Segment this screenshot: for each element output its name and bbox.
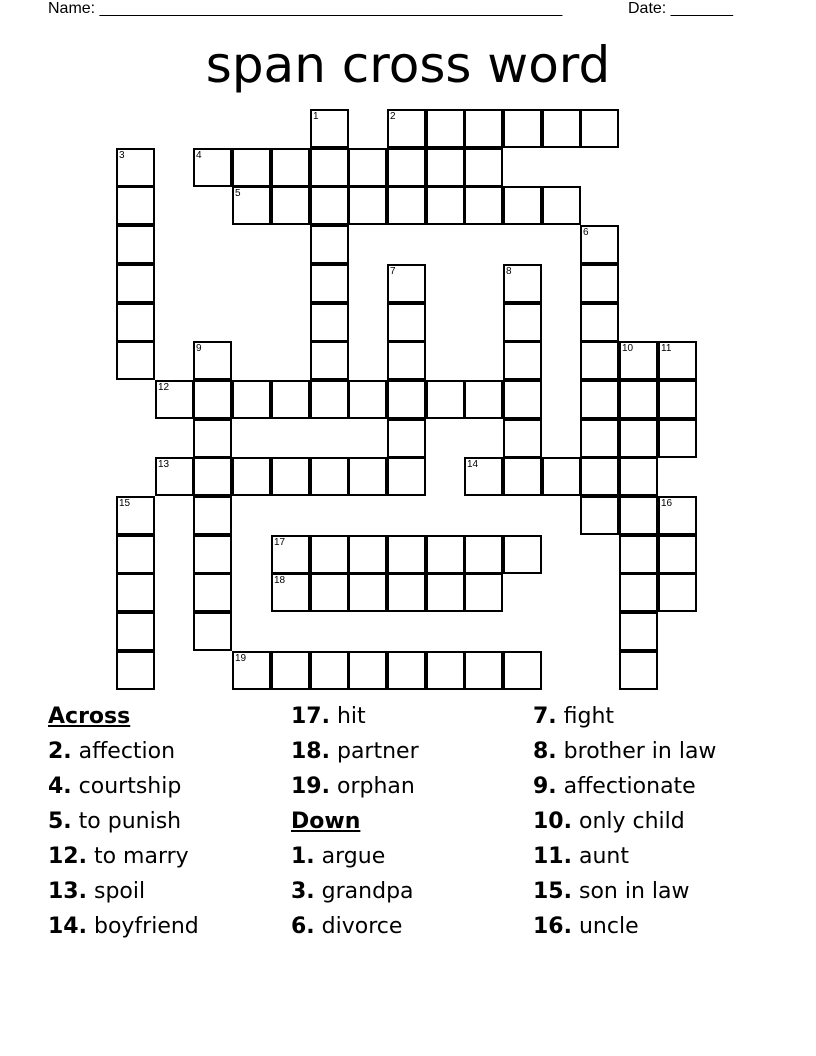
grid-cell[interactable] (310, 148, 349, 187)
grid-cell[interactable] (426, 186, 465, 225)
grid-cell[interactable] (464, 148, 503, 187)
clue-item-text: affectionate (556, 774, 696, 799)
grid-cell[interactable] (310, 303, 349, 342)
name-blank: ____________________________________________________ (99, 0, 563, 17)
clue-item-number: 3. (291, 879, 315, 904)
grid-cell[interactable] (542, 186, 581, 225)
grid-cell[interactable] (348, 380, 387, 419)
grid-cell[interactable] (116, 573, 155, 612)
grid-cell[interactable] (310, 380, 349, 419)
grid-cell[interactable] (193, 496, 232, 535)
clue-item-number: 18. (291, 739, 330, 764)
clue-item-text: divorce (314, 914, 403, 939)
clue-item (533, 842, 716, 877)
grid-cell[interactable] (387, 303, 426, 342)
grid-cell[interactable] (232, 457, 271, 496)
grid-cell[interactable] (116, 186, 155, 225)
grid-cell[interactable] (503, 651, 542, 690)
clue-item-number: 5. (48, 809, 72, 834)
grid-cell[interactable] (348, 535, 387, 574)
grid-cell[interactable] (503, 341, 542, 380)
grid-cell[interactable] (116, 303, 155, 342)
clue-number: 11 (661, 343, 672, 354)
grid-cell[interactable] (580, 225, 619, 264)
grid-cell[interactable] (580, 264, 619, 303)
clue-number: 16 (661, 498, 673, 509)
grid-cell[interactable] (271, 186, 310, 225)
grid-cell[interactable] (271, 535, 310, 574)
grid-cell[interactable] (387, 148, 426, 187)
grid-cell[interactable] (193, 380, 232, 419)
grid-cell[interactable] (503, 264, 542, 303)
clue-item-number: 8. (533, 739, 557, 764)
grid-cell[interactable] (580, 380, 619, 419)
grid-cell[interactable] (348, 651, 387, 690)
clue-item (533, 737, 716, 772)
grid-cell[interactable] (619, 341, 658, 380)
grid-cell[interactable] (387, 380, 426, 419)
clue-item-number: 1. (291, 844, 315, 869)
grid-cell[interactable] (503, 109, 542, 148)
grid-cell[interactable] (116, 535, 155, 574)
grid-cell[interactable] (193, 573, 232, 612)
grid-cell[interactable] (580, 303, 619, 342)
grid-cell[interactable] (426, 109, 465, 148)
grid-cell[interactable] (310, 457, 349, 496)
clue-item-number: 13. (48, 879, 87, 904)
grid-cell[interactable] (580, 457, 619, 496)
clue-number: 14 (467, 459, 479, 470)
clue-item-text: hit (329, 704, 366, 729)
clue-item-text: son in law (571, 879, 690, 904)
grid-cell[interactable] (348, 148, 387, 187)
grid-cell[interactable] (503, 186, 542, 225)
grid-cell[interactable] (426, 573, 465, 612)
grid-cell[interactable] (426, 380, 465, 419)
clue-item-number: 19. (291, 774, 330, 799)
grid-cell[interactable] (155, 457, 194, 496)
grid-cell[interactable] (619, 457, 658, 496)
clue-column-3 (533, 702, 716, 947)
grid-cell[interactable] (426, 651, 465, 690)
grid-cell[interactable] (116, 651, 155, 690)
grid-cell[interactable] (116, 225, 155, 264)
clue-number: 6 (583, 227, 589, 238)
clue-item-number: 14. (48, 914, 87, 939)
clue-number: 3 (119, 150, 125, 161)
clue-item (291, 737, 419, 772)
grid-cell[interactable] (116, 148, 155, 187)
grid-cell[interactable] (503, 380, 542, 419)
grid-cell[interactable] (658, 535, 697, 574)
clue-item-number: 2. (48, 739, 72, 764)
clue-item (291, 702, 419, 737)
grid-cell[interactable] (619, 651, 658, 690)
grid-cell[interactable] (580, 341, 619, 380)
grid-cell[interactable] (193, 612, 232, 651)
grid-cell[interactable] (232, 148, 271, 187)
grid-cell[interactable] (658, 496, 697, 535)
clue-item-text: boyfriend (86, 914, 199, 939)
grid-cell[interactable] (503, 303, 542, 342)
grid-cell[interactable] (658, 380, 697, 419)
clue-number: 12 (158, 382, 170, 393)
grid-cell[interactable] (348, 186, 387, 225)
grid-cell[interactable] (271, 380, 310, 419)
clue-number: 4 (196, 150, 202, 161)
grid-cell[interactable] (580, 496, 619, 535)
grid-cell[interactable] (155, 380, 194, 419)
grid-cell[interactable] (387, 186, 426, 225)
grid-cell[interactable] (387, 535, 426, 574)
grid-cell[interactable] (193, 457, 232, 496)
clue-item-text: to marry (86, 844, 189, 869)
clue-item-text: affection (71, 739, 176, 764)
clue-item (291, 772, 419, 807)
clue-number: 2 (390, 111, 396, 122)
grid-cell[interactable] (619, 419, 658, 458)
clue-item (48, 772, 199, 807)
grid-cell[interactable] (387, 419, 426, 458)
grid-cell[interactable] (464, 535, 503, 574)
grid-cell[interactable] (310, 109, 349, 148)
clue-number: 17 (274, 537, 286, 548)
grid-cell[interactable] (619, 535, 658, 574)
grid-cell[interactable] (464, 380, 503, 419)
clue-item-text: partner (329, 739, 419, 764)
grid-cell[interactable] (658, 341, 697, 380)
grid-cell[interactable] (503, 457, 542, 496)
clue-item-text: courtship (71, 774, 182, 799)
clue-number: 7 (390, 266, 396, 277)
grid-cell[interactable] (387, 573, 426, 612)
clue-heading-text: Down (291, 809, 361, 834)
grid-cell[interactable] (464, 457, 503, 496)
grid-cell[interactable] (193, 419, 232, 458)
clue-number: 10 (622, 343, 634, 354)
grid-cell[interactable] (503, 419, 542, 458)
grid-cell[interactable] (580, 109, 619, 148)
grid-cell[interactable] (658, 419, 697, 458)
clue-item-number: 9. (533, 774, 557, 799)
grid-cell[interactable] (387, 109, 426, 148)
clue-heading (291, 807, 419, 842)
grid-cell[interactable] (619, 612, 658, 651)
clue-item-number: 11. (533, 844, 572, 869)
grid-cell[interactable] (232, 186, 271, 225)
clue-heading (48, 702, 199, 737)
grid-cell[interactable] (619, 380, 658, 419)
clue-item (291, 912, 419, 947)
grid-cell[interactable] (464, 186, 503, 225)
clue-column-1 (48, 702, 199, 947)
grid-cell[interactable] (310, 535, 349, 574)
grid-cell[interactable] (116, 264, 155, 303)
clue-item-number: 7. (533, 704, 557, 729)
clue-item (48, 737, 199, 772)
grid-cell[interactable] (503, 535, 542, 574)
grid-cell[interactable] (619, 573, 658, 612)
grid-cell[interactable] (426, 148, 465, 187)
clue-number: 13 (158, 459, 170, 470)
clue-number: 18 (274, 575, 286, 586)
clue-item (533, 912, 716, 947)
grid-cell[interactable] (464, 651, 503, 690)
grid-cell[interactable] (387, 651, 426, 690)
grid-cell[interactable] (116, 341, 155, 380)
clue-item-number: 6. (291, 914, 315, 939)
clue-item-text: spoil (86, 879, 146, 904)
grid-cell[interactable] (387, 457, 426, 496)
grid-cell[interactable] (310, 573, 349, 612)
grid-cell[interactable] (464, 109, 503, 148)
clue-number: 9 (196, 343, 202, 354)
clue-item (533, 807, 716, 842)
clue-heading-text: Across (48, 704, 131, 729)
grid-cell[interactable] (193, 341, 232, 380)
grid-cell[interactable] (193, 535, 232, 574)
clue-item (533, 877, 716, 912)
grid-cell[interactable] (310, 186, 349, 225)
clue-number: 19 (235, 653, 247, 664)
grid-cell[interactable] (310, 264, 349, 303)
clue-item-text: grandpa (314, 879, 414, 904)
grid-cell[interactable] (310, 651, 349, 690)
clue-item-number: 10. (533, 809, 572, 834)
clue-number: 5 (235, 188, 241, 199)
clue-item (48, 842, 199, 877)
clue-item-text: to punish (71, 809, 182, 834)
clue-item-text: aunt (571, 844, 629, 869)
grid-cell[interactable] (271, 457, 310, 496)
grid-cell[interactable] (387, 264, 426, 303)
grid-cell[interactable] (271, 148, 310, 187)
clue-item-text: only child (571, 809, 685, 834)
clue-item-text: fight (556, 704, 615, 729)
clue-item (48, 912, 199, 947)
clue-item-number: 12. (48, 844, 87, 869)
grid-cell[interactable] (387, 341, 426, 380)
grid-cell[interactable] (271, 573, 310, 612)
page-title: span cross word (205, 36, 611, 94)
date-blank: _______ (670, 0, 733, 17)
grid-cell[interactable] (542, 457, 581, 496)
grid-cell[interactable] (658, 573, 697, 612)
clue-column-2 (291, 702, 419, 947)
clue-number: 8 (506, 266, 512, 277)
date-label: Date: (628, 0, 667, 17)
clue-item (533, 702, 716, 737)
clue-item-number: 17. (291, 704, 330, 729)
grid-cell[interactable] (426, 535, 465, 574)
grid-cell[interactable] (232, 380, 271, 419)
grid-cell[interactable] (193, 148, 232, 187)
clue-item-number: 16. (533, 914, 572, 939)
clue-number: 1 (313, 111, 319, 122)
grid-cell[interactable] (542, 109, 581, 148)
grid-cell[interactable] (348, 457, 387, 496)
grid-cell[interactable] (271, 651, 310, 690)
clue-item-text: orphan (329, 774, 415, 799)
clue-item-text: uncle (571, 914, 639, 939)
grid-cell[interactable] (116, 612, 155, 651)
name-label: Name: (48, 0, 96, 17)
grid-cell[interactable] (348, 573, 387, 612)
clue-item (291, 842, 419, 877)
grid-cell[interactable] (232, 651, 271, 690)
clue-item (291, 877, 419, 912)
clue-item-text: brother in law (556, 739, 717, 764)
grid-cell[interactable] (310, 225, 349, 264)
grid-cell[interactable] (116, 496, 155, 535)
grid-cell[interactable] (580, 419, 619, 458)
clue-item-number: 15. (533, 879, 572, 904)
clue-item-text: argue (314, 844, 386, 869)
clue-item (533, 772, 716, 807)
grid-cell[interactable] (464, 573, 503, 612)
clue-item (48, 807, 199, 842)
grid-cell[interactable] (619, 496, 658, 535)
grid-cell[interactable] (310, 341, 349, 380)
clue-item (48, 877, 199, 912)
clue-number: 15 (119, 498, 131, 509)
clue-item-number: 4. (48, 774, 72, 799)
